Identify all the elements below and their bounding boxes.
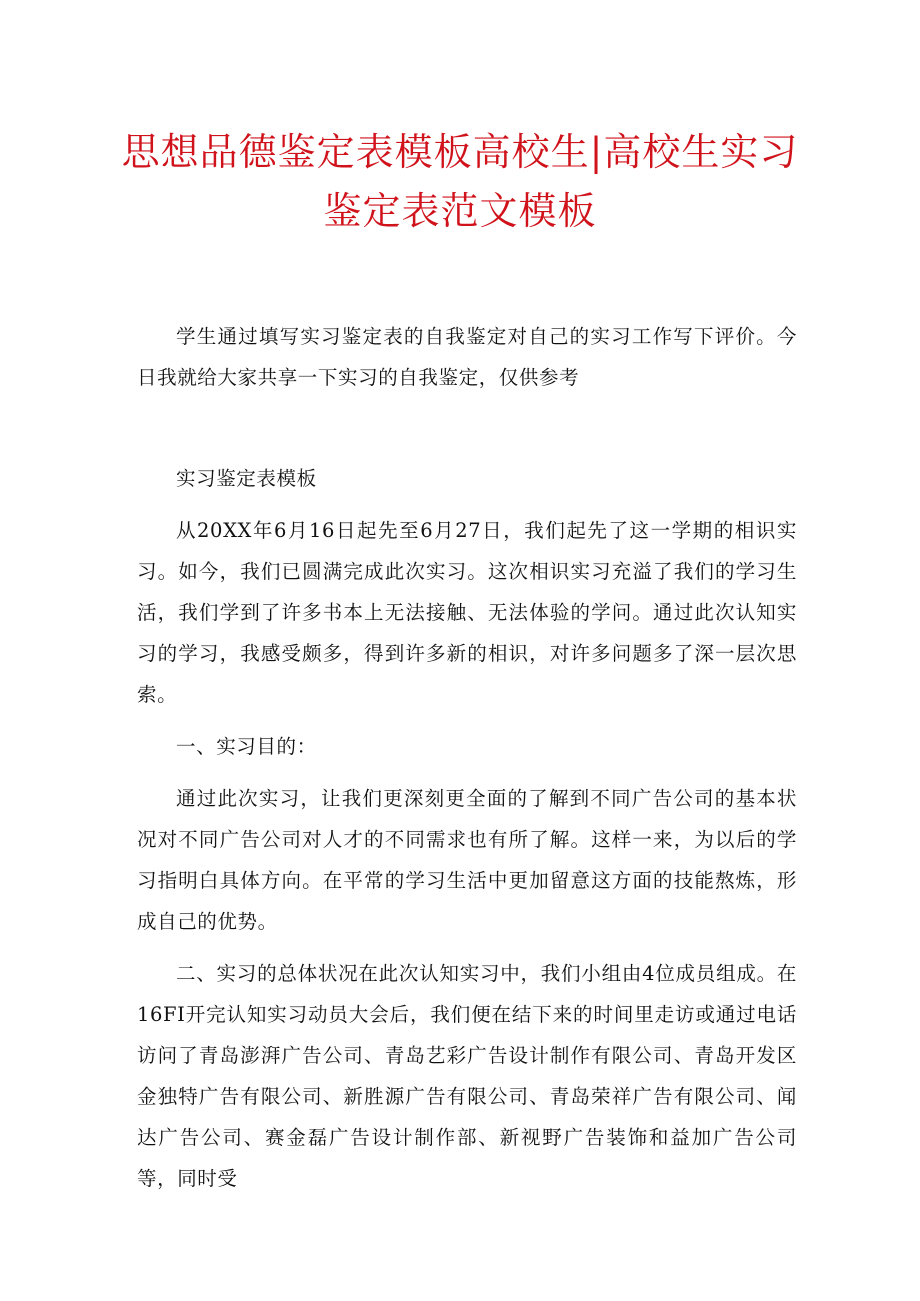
section-heading: 实习鉴定表模板: [176, 467, 317, 490]
intro-block: [137, 316, 797, 398]
paragraph-overall-status: 二、实习的总体状况在此次认知实习中，我们小组由4位成员组成。在16FI开完认知实习动员大会后，我们便在结下来的时间里走访或通过电话访问了青岛澎湃广告公司、青岛艺彩广告设计制作有限公司、青岛开发区金独特广告有限公司、新胜源广告有限公司、青岛荣祥广告有限公司、闻达广告公司、赛金磊广告设计制作部、新视野广告装饰和益加广告公司等，同时受: [137, 962, 797, 1190]
document-title-line-2: 鉴定表范文模板: [323, 189, 597, 233]
intro-paragraph: 学生通过填写实习鉴定表的自我鉴定对自己的实习工作写下评价。今日我就给大家共享一下实习的自我鉴定，仅供参考: [137, 325, 797, 389]
paragraph-purpose-heading: 一、实习目的：: [176, 735, 317, 758]
main-content: [137, 458, 797, 1210]
document-title-line-1: 思想品德鉴定表模板高校生|高校生实习: [121, 130, 799, 174]
paragraph-purpose: 通过此次实习，让我们更深刻更全面的了解到不同广告公司的基本状况对不同广告公司对人才的不同需求也有所了解。这样一来，为以后的学习指明白具体方向。在平常的学习生活中更加留意这方面的技能熬炼，形成自己的优势。: [137, 787, 797, 933]
paragraph-internship-summary: 从20XX年6月16日起先至6月27日，我们起先了这一学期的相识实习。如今，我们已圆满完成此次实习。这次相识实习充溢了我们的学习生活，我们学到了许多书本上无法接触、无法体验的学问。通过此次认知实习的学习，我感受颇多，得到许多新的相识，对许多问题多了深一层次思索。: [137, 519, 797, 706]
